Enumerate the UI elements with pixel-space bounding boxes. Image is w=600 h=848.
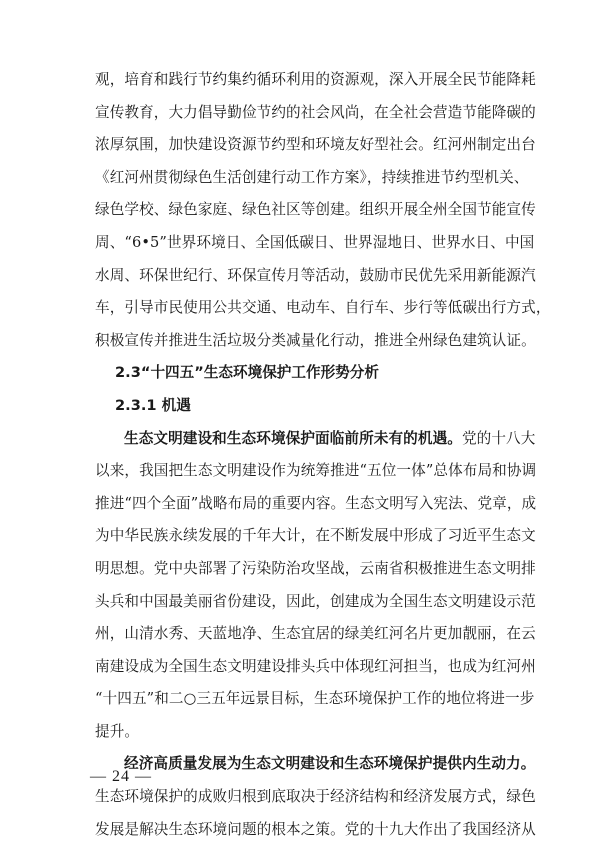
text-line: 生态环境保护的成败归根到底取决于经济结构和经济发展方式，绿色 <box>95 788 536 806</box>
text-line: 推进“四个全面”战略布局的重要内容。生态文明写入宪法、党章，成 <box>95 494 537 512</box>
text-line: 以来，我国把生态文明建设作为统筹推进“五位一体”总体布局和协调 <box>95 462 537 480</box>
paragraph-economic-development <box>95 748 536 846</box>
text-line: 明思想。党中央部署了污染防治攻坚战，云南省积极推进生态文明排 <box>95 559 536 577</box>
text-line: 车，引导市民使用公共交通、电动车、自行车、步行等低碳出行方式， <box>95 299 551 317</box>
page-number: — 24 — <box>90 768 152 785</box>
text-line: 州，山清水秀、天蓝地净、生态宜居的绿美红河名片更加靓丽，在云 <box>95 625 536 643</box>
text-line: 头兵和中国最美丽省份建设，因此，创建成为全国生态文明建设示范 <box>95 592 536 610</box>
text-line: 绿色学校、绿色家庭、绿色社区等创建。组织开展全州全国节能宣传 <box>95 201 536 219</box>
text-line: 南建设成为全国生态文明建设排头兵中体现红河担当，也成为红河州 <box>95 657 536 675</box>
text-line: 宣传教育，大力倡导勤俭节约的社会风尚，在全社会营造节能降碳的 <box>95 103 536 121</box>
subsection-heading: 2.3.1 机遇 <box>115 396 191 414</box>
text-line <box>95 423 536 456</box>
text-line: 积极宣传并推进生活垃圾分类减量化行动，推进全州绿色建筑认证。 <box>95 331 536 349</box>
text-line: 提升。 <box>95 722 140 740</box>
paragraph-opportunity <box>95 423 537 749</box>
text-line: “十四五”和二○三五年远景目标，生态环境保护工作的地位将进一步 <box>95 690 535 708</box>
body-text <box>95 64 551 846</box>
text-line: 发展是解决生态环境问题的根本之策。党的十九大作出了我国经济从 <box>95 820 536 838</box>
paragraph-lead: 经济高质量发展为生态文明建设和生态环境保护提供内生动力。 <box>124 755 536 773</box>
text-line <box>95 748 536 781</box>
paragraph-resource-conservation <box>95 64 551 357</box>
text-line: 为中华民族永续发展的千年大计，在不断发展中形成了习近平生态文 <box>95 527 536 545</box>
section-heading: 2.3“十四五”生态环境保护工作形势分析 <box>115 364 379 382</box>
text-line: 周、“6•5”世界环境日、全国低碳日、世界湿地日、世界水日、中国 <box>95 233 535 251</box>
paragraph-lead-rest: 党的十八大 <box>461 429 536 447</box>
text-line: 浓厚氛围，加快建设资源节约型和环境友好型社会。红河州制定出台 <box>95 136 536 154</box>
paragraph-lead: 生态文明建设和生态环境保护面临前所未有的机遇。 <box>124 429 462 447</box>
text-line: 观，培育和践行节约集约循环利用的资源观，深入开展全民节能降耗 <box>95 71 536 88</box>
text-line: 《红河州贯彻绿色生活创建行动工作方案》，持续推进节约型机关、 <box>95 168 529 186</box>
text-line: 水周、环保世纪行、环保宣传月等活动，鼓励市民优先采用新能源汽 <box>95 266 536 284</box>
